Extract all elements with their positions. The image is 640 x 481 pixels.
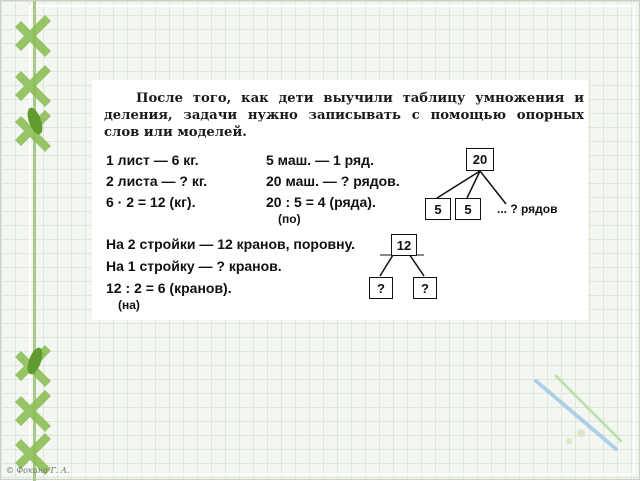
tree1-ellipsis-label: ... ? рядов: [497, 202, 558, 216]
problem2-note: (по): [278, 212, 301, 226]
intro-paragraph: После того, как дети выучили таблицу умножения и деления, задачи нужно записывать с помощью опорных слов или моделей.: [104, 91, 584, 140]
tree1-root-box: 20: [466, 148, 494, 171]
tree2-leaf2-box: ?: [413, 277, 437, 299]
problem1-line3: 6 · 2 = 12 (кг).: [106, 194, 196, 210]
problem3-line2: На 1 стройку — ? кранов.: [106, 258, 282, 274]
problem2-line1: 5 маш. — 1 ряд.: [266, 152, 374, 168]
problem2-line2: 20 маш. — ? рядов.: [266, 173, 400, 189]
tree1-leaf1-box: 5: [425, 198, 451, 220]
problem1-line2: 2 листа — ? кг.: [106, 173, 208, 189]
copyright-text: © Фокина Г. А.: [6, 466, 70, 475]
problem3-note: (на): [118, 298, 140, 312]
problem1-line1: 1 лист — 6 кг.: [106, 152, 199, 168]
problem3-line1: На 2 стройки — 12 кранов, поровну.: [106, 236, 356, 252]
problem2-line3: 20 : 5 = 4 (ряда).: [266, 194, 376, 210]
problem3-line3: 12 : 2 = 6 (кранов).: [106, 280, 232, 296]
tree2-leaf1-box: ?: [369, 277, 393, 299]
tree1-leaf2-box: 5: [455, 198, 481, 220]
tree2-root-box: 12: [391, 234, 417, 256]
